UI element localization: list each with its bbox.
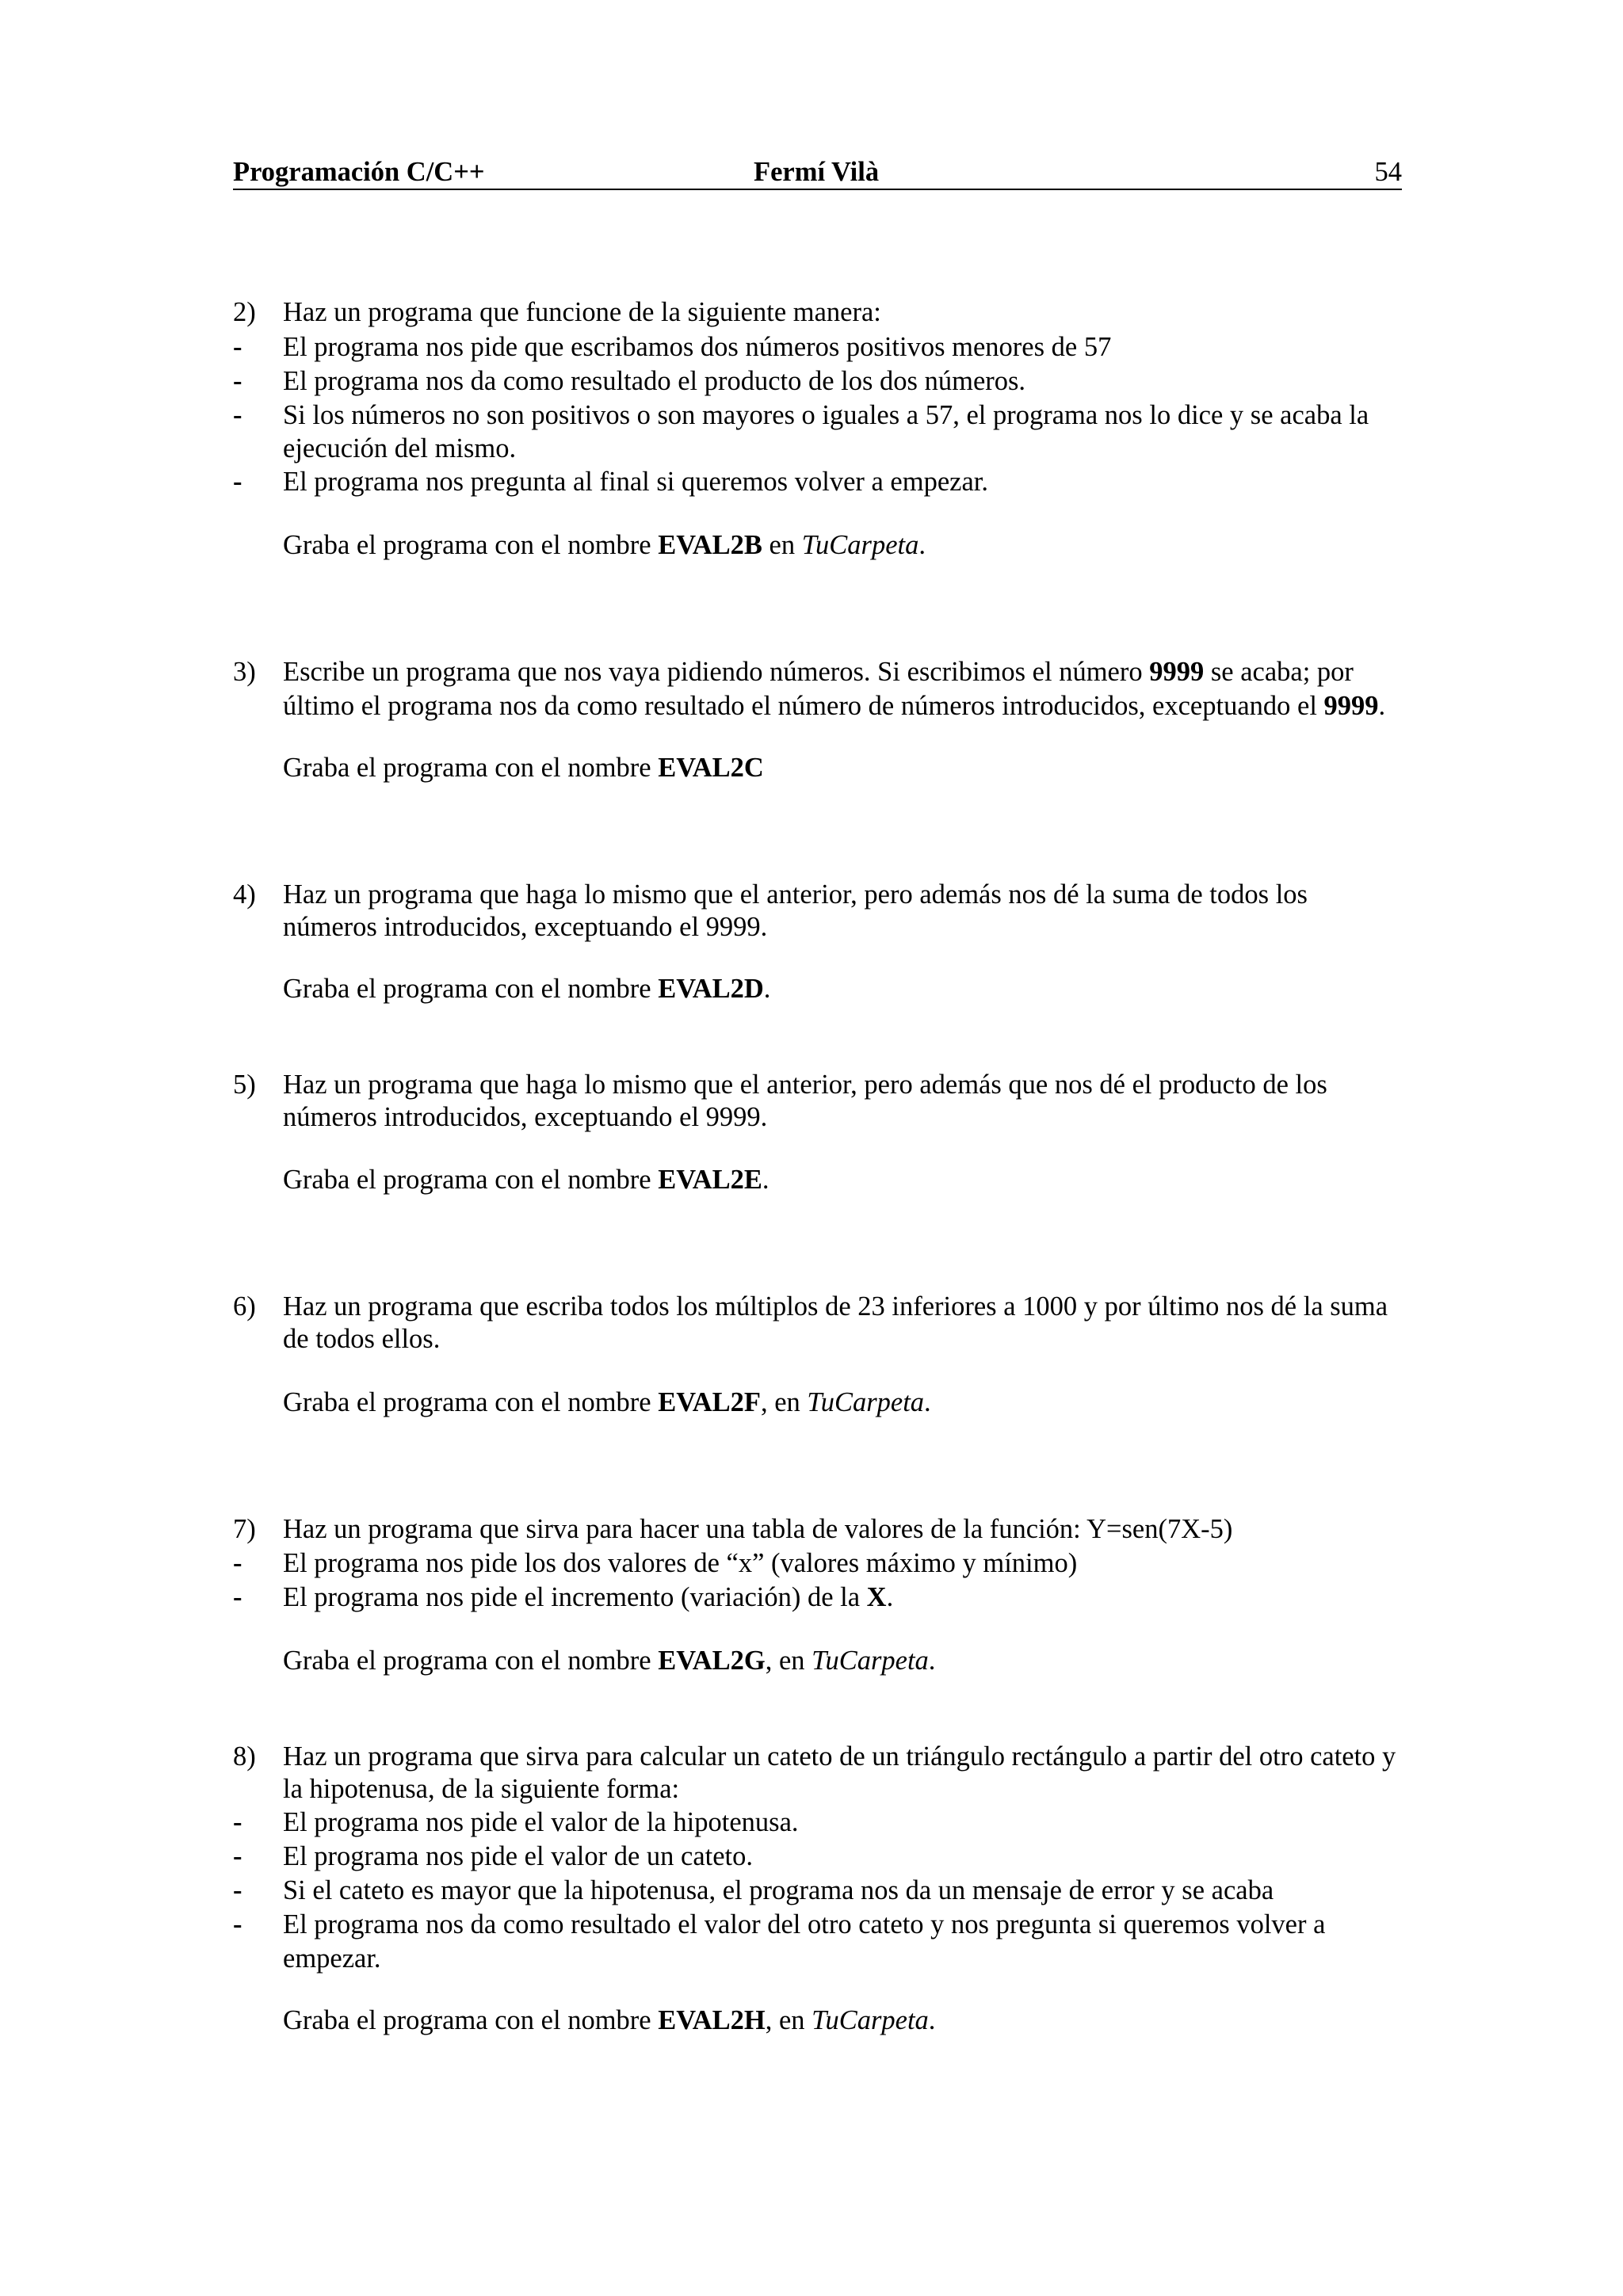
- filename: EVAL2H: [658, 2005, 766, 2035]
- bullet-text: .: [886, 1582, 894, 1612]
- statement-line: [233, 1068, 1327, 1101]
- page-number: 54: [1374, 157, 1402, 187]
- filename: EVAL2F: [658, 1387, 761, 1417]
- bullet-text: El programa nos pregunta al final si queremos volver a empezar.: [283, 467, 988, 497]
- bullet-marker: -: [233, 467, 242, 497]
- save-connector: , en: [765, 1646, 812, 1676]
- save-instruction: [283, 2004, 935, 2037]
- bullet-text: El programa nos pide el valor de la hipotenusa.: [283, 1807, 799, 1837]
- course-title: Programación C/C++: [233, 157, 485, 187]
- exercise-number: 6): [233, 1291, 256, 1322]
- statement-text: de todos ellos.: [283, 1324, 441, 1354]
- statement-text: números introducidos, exceptuando el 9999.: [283, 912, 768, 942]
- folder-name: TuCarpeta: [801, 530, 919, 560]
- bullet-marker: -: [233, 366, 242, 396]
- folder-name: TuCarpeta: [812, 2005, 929, 2035]
- exercise-number: 8): [233, 1741, 256, 1772]
- save-prefix: Graba el programa con el nombre: [283, 753, 659, 783]
- statement-line: [233, 1290, 1388, 1323]
- filename: EVAL2E: [658, 1165, 762, 1195]
- save-prefix: Graba el programa con el nombre: [283, 1165, 659, 1195]
- statement-text: Haz un programa que sirva para hacer una tabla de valores de la función: Y=sen(7X-5): [283, 1514, 1233, 1544]
- statement-line: [233, 655, 1354, 688]
- filename: EVAL2D: [658, 974, 764, 1004]
- bullet-item: [233, 1908, 1326, 1941]
- statement-text: .: [1378, 691, 1386, 721]
- save-connector: en: [762, 530, 802, 560]
- bullet-text: Si los números no son positivos o son mayores o iguales a 57, el programa nos lo dice y se acaba la: [283, 400, 1369, 430]
- exercise-number: 4): [233, 879, 256, 910]
- save-prefix: Graba el programa con el nombre: [283, 1387, 659, 1417]
- save-instruction: [283, 751, 764, 784]
- bullet-item: [233, 399, 1369, 432]
- bullet-item: [233, 330, 1112, 364]
- statement-bold: 9999: [1323, 691, 1379, 721]
- statement-text: Haz un programa que funcione de la siguiente manera:: [283, 297, 881, 327]
- bullet-item: [233, 1547, 1078, 1580]
- bullet-text: El programa nos pide el incremento (variación) de la: [283, 1582, 867, 1612]
- bullet-marker: -: [233, 1841, 242, 1871]
- author-name: Fermí Vilà: [754, 157, 880, 187]
- bullet-marker: -: [233, 1875, 242, 1905]
- filename: EVAL2G: [658, 1646, 766, 1676]
- statement-line: [283, 1100, 767, 1134]
- bullet-text: El programa nos pide el valor de un cateto.: [283, 1841, 754, 1871]
- bullet-marker: -: [233, 1582, 242, 1612]
- statement-line: [233, 296, 881, 329]
- statement-text: último el programa nos da como resultado el número de números introducidos, exceptuando el: [283, 691, 1324, 721]
- bullet-item: [233, 1840, 754, 1873]
- exercise-number: 7): [233, 1514, 256, 1544]
- statement-line: [233, 878, 1308, 911]
- filename: EVAL2B: [658, 530, 762, 560]
- bullet-text: empezar.: [283, 1943, 381, 1974]
- statement-text: Haz un programa que haga lo mismo que el anterior, pero además que nos dé el producto de los: [283, 1070, 1327, 1100]
- bullet-marker: -: [233, 1909, 242, 1939]
- statement-text: Haz un programa que escriba todos los múltiplos de 23 inferiores a 1000 y por último nos dé la suma: [283, 1291, 1388, 1322]
- filename: EVAL2C: [658, 753, 764, 783]
- statement-text: la hipotenusa, de la siguiente forma:: [283, 1774, 680, 1804]
- bullet-item: [233, 1806, 799, 1839]
- exercise-number: 2): [233, 297, 256, 327]
- save-suffix: .: [763, 974, 771, 1004]
- statement-text: se acaba; por: [1204, 657, 1354, 687]
- save-instruction: [283, 1163, 769, 1196]
- statement-line: [233, 1740, 1396, 1773]
- header-rule: [233, 189, 1402, 190]
- bullet-item: [233, 1874, 1274, 1907]
- save-connector: , en: [765, 2005, 812, 2035]
- statement-text: Escribe un programa que nos vaya pidiendo números. Si escribimos el número: [283, 657, 1150, 687]
- exercise-number: 3): [233, 657, 256, 687]
- save-suffix: .: [928, 2005, 936, 2035]
- save-suffix: .: [918, 530, 926, 560]
- bullet-text: El programa nos da como resultado el valor del otro cateto y nos pregunta si queremos volver a: [283, 1909, 1326, 1939]
- bullet-item: [233, 364, 1026, 398]
- statement-text: Haz un programa que haga lo mismo que el anterior, pero además nos dé la suma de todos los: [283, 879, 1308, 910]
- bullet-marker: -: [233, 332, 242, 362]
- bullet-continuation: [283, 1942, 381, 1975]
- bullet-item: [233, 465, 988, 498]
- save-instruction: [283, 1386, 931, 1419]
- bullet-bold: X: [866, 1582, 887, 1612]
- bullet-item: [233, 1581, 894, 1614]
- statement-text: números introducidos, exceptuando el 9999.: [283, 1102, 768, 1132]
- save-prefix: Graba el programa con el nombre: [283, 530, 659, 560]
- folder-name: TuCarpeta: [807, 1387, 925, 1417]
- save-prefix: Graba el programa con el nombre: [283, 2005, 659, 2035]
- statement-line: [233, 1512, 1233, 1546]
- save-prefix: Graba el programa con el nombre: [283, 974, 659, 1004]
- save-instruction: [283, 1644, 935, 1677]
- save-suffix: .: [762, 1165, 769, 1195]
- bullet-text: El programa nos pide que escribamos dos números positivos menores de 57: [283, 332, 1112, 362]
- bullet-marker: -: [233, 1548, 242, 1578]
- bullet-marker: -: [233, 1807, 242, 1837]
- bullet-text: Si el cateto es mayor que la hipotenusa, el programa nos da un mensaje de error y se acaba: [283, 1875, 1274, 1905]
- bullet-text: ejecución del mismo.: [283, 433, 517, 463]
- bullet-marker: -: [233, 400, 242, 430]
- statement-line: [283, 689, 1385, 723]
- save-instruction: [283, 528, 926, 562]
- bullet-text: El programa nos pide los dos valores de “x” (valores máximo y mínimo): [283, 1548, 1078, 1578]
- save-prefix: Graba el programa con el nombre: [283, 1646, 659, 1676]
- statement-line: [283, 910, 767, 944]
- exercise-number: 5): [233, 1070, 256, 1100]
- statement-line: [283, 1322, 440, 1356]
- save-connector: , en: [760, 1387, 808, 1417]
- statement-bold: 9999: [1149, 657, 1205, 687]
- bullet-continuation: [283, 432, 516, 465]
- folder-name: TuCarpeta: [812, 1646, 929, 1676]
- bullet-text: El programa nos da como resultado el producto de los dos números.: [283, 366, 1026, 396]
- statement-text: Haz un programa que sirva para calcular un cateto de un triángulo rectángulo a partir del otro cateto y: [283, 1741, 1396, 1772]
- statement-line: [283, 1772, 679, 1806]
- save-suffix: .: [928, 1646, 936, 1676]
- save-suffix: .: [924, 1387, 931, 1417]
- save-instruction: [283, 972, 770, 1005]
